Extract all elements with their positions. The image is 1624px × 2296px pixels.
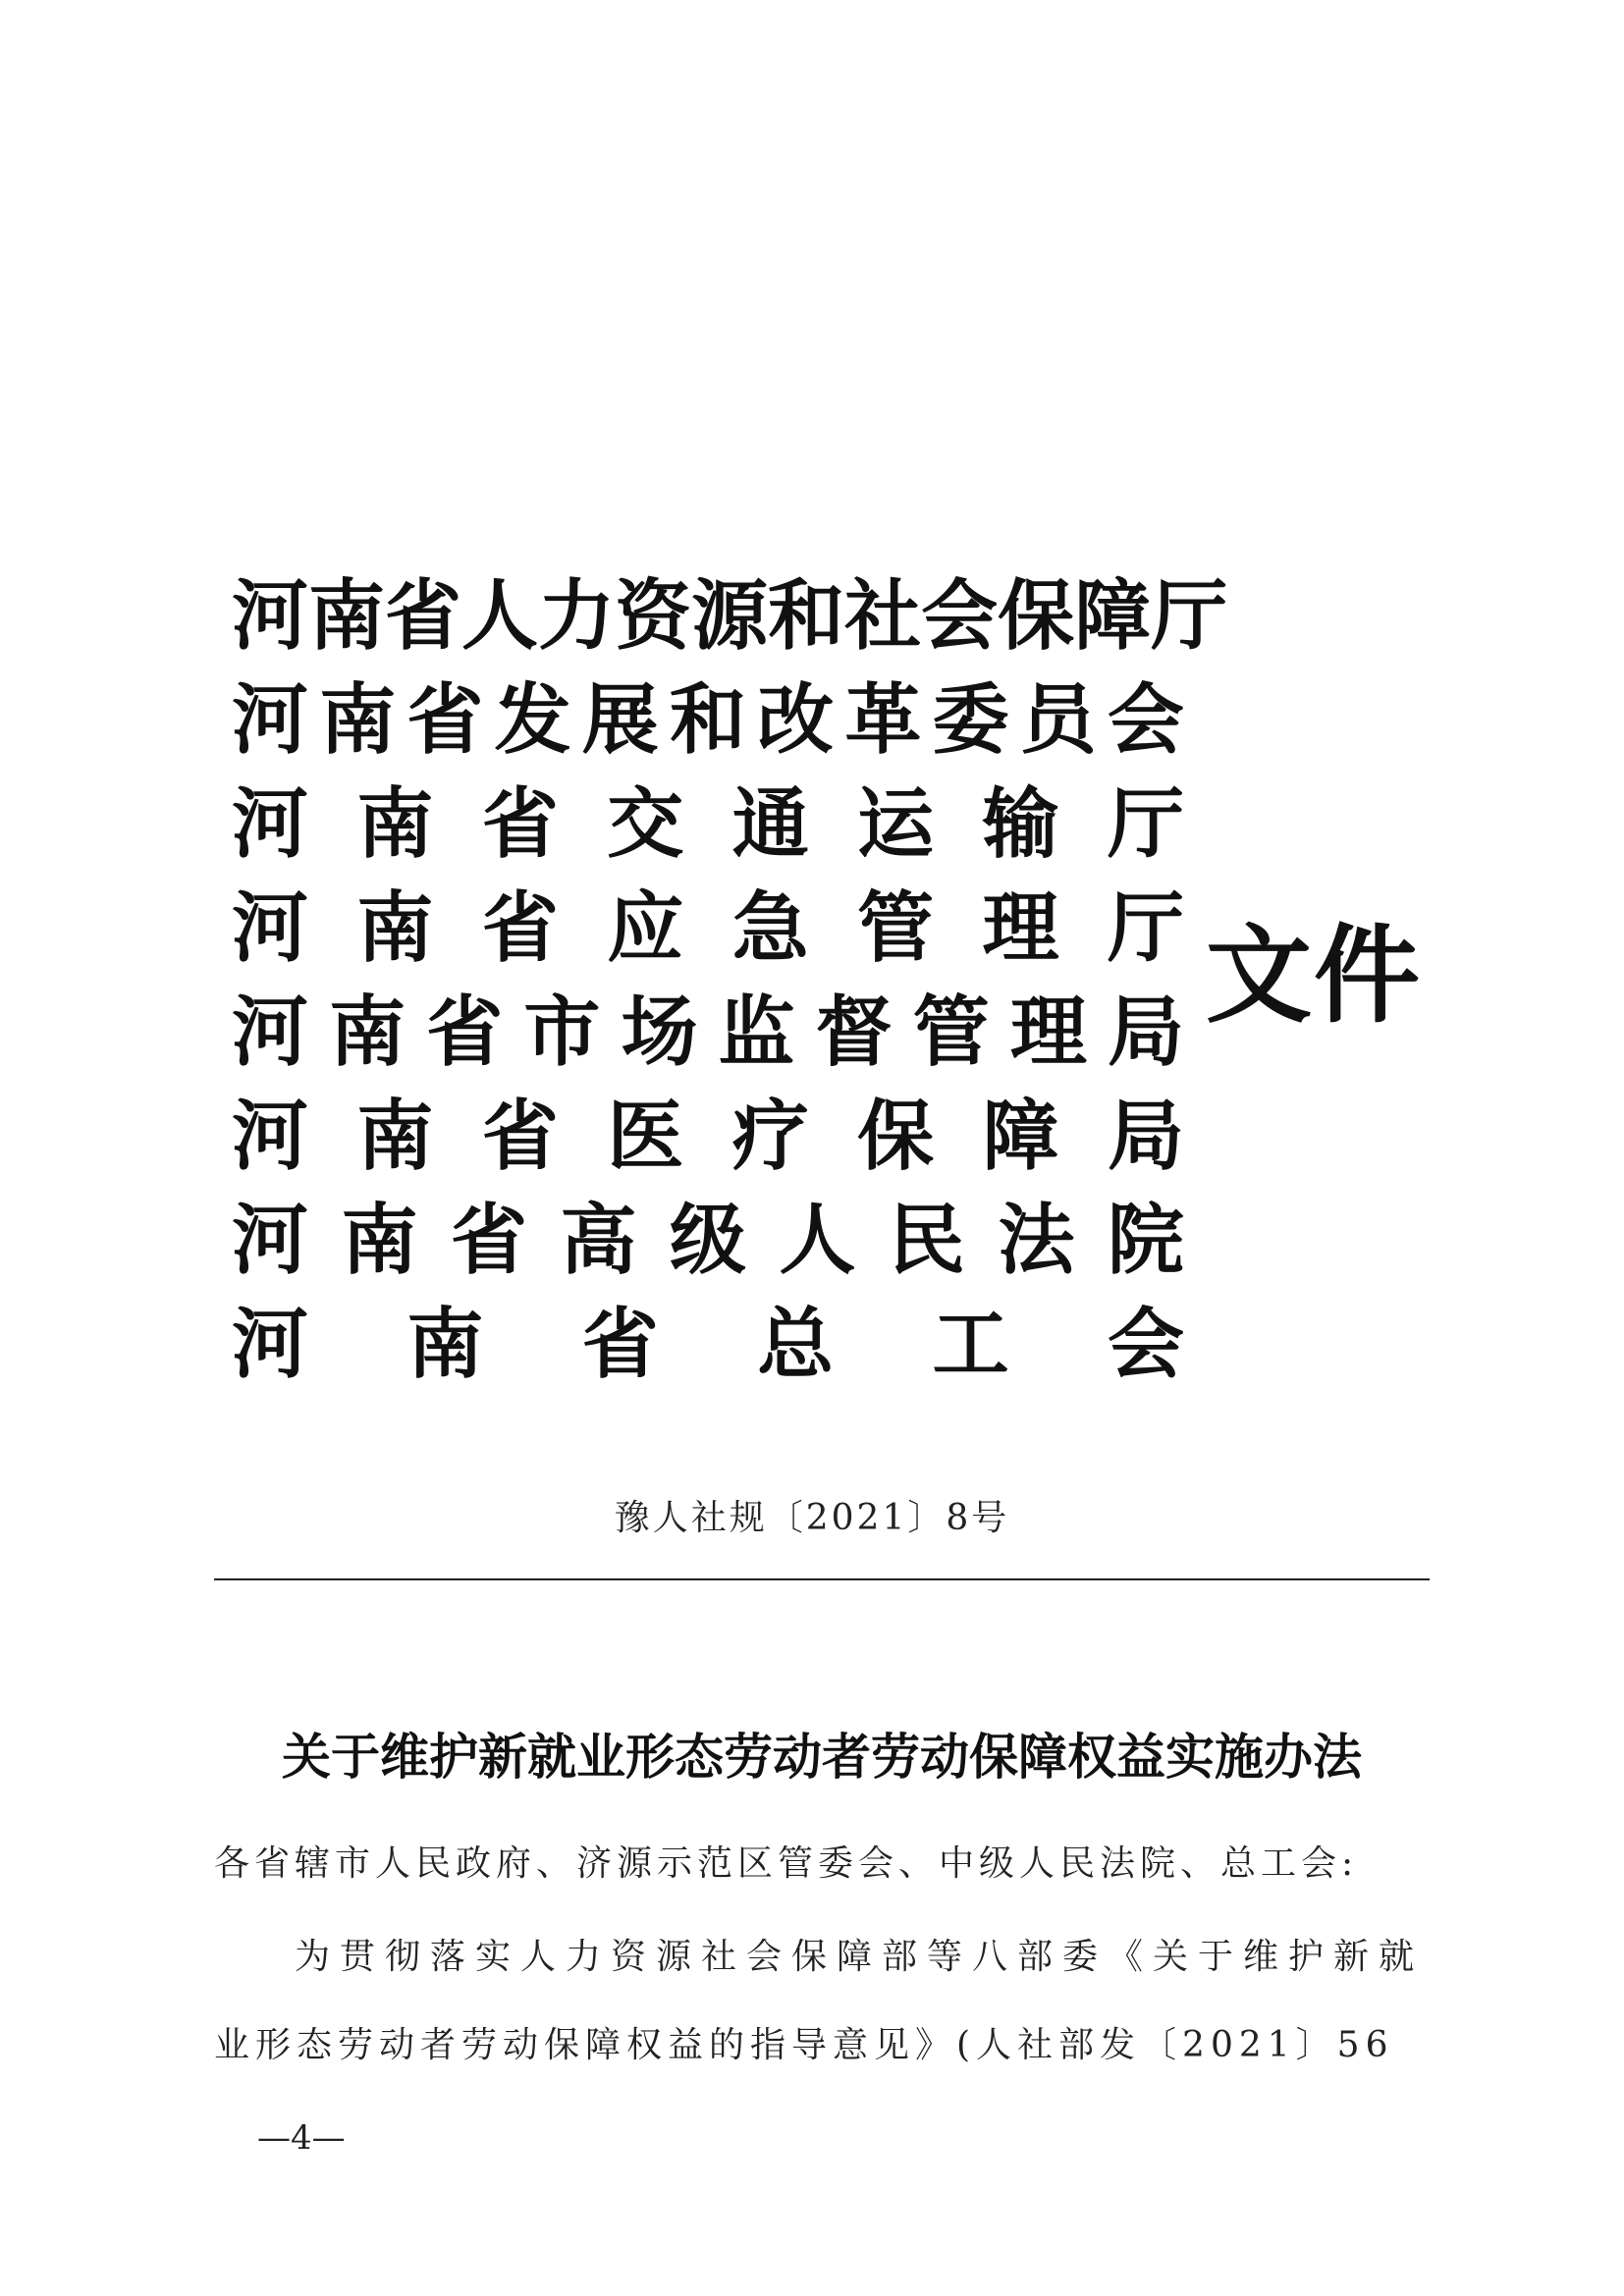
- agency-name-char: 人: [461, 571, 539, 661]
- agency-name-char: 民: [888, 1196, 965, 1285]
- agency-name-char: 会: [1107, 1300, 1184, 1389]
- header-divider: [214, 1578, 1430, 1580]
- agency-name-char: 和: [768, 571, 845, 661]
- agency-name-char: 监: [718, 988, 795, 1077]
- agency-name: [232, 668, 1184, 773]
- agency-name-char: 省: [481, 779, 559, 869]
- agency-name-char: 厅: [1107, 779, 1184, 869]
- agency-name-char: 省: [406, 675, 484, 765]
- agency-name-char: 河: [232, 883, 309, 973]
- agency-name-char: 医: [607, 1092, 684, 1181]
- agency-name-char: 理: [1009, 988, 1087, 1077]
- document-type-label: 文件: [1206, 914, 1423, 1038]
- agency-name-char: 河: [232, 1196, 309, 1285]
- page-number: —4—: [257, 2118, 346, 2158]
- agency-name-char: 发: [494, 675, 571, 765]
- agency-name-char: 河: [232, 988, 309, 1077]
- agency-name: [232, 1189, 1184, 1293]
- agency-name-char: 革: [844, 675, 922, 765]
- agency-name-char: 南: [356, 1092, 434, 1181]
- agency-name-char: 市: [523, 988, 601, 1077]
- agency-name-char: 输: [982, 779, 1059, 869]
- agency-name-char: 改: [757, 675, 835, 765]
- agency-name-char: 督: [815, 988, 893, 1077]
- agency-name: [232, 773, 1184, 877]
- agency-name-char: 员: [1019, 675, 1097, 765]
- agency-name-char: 南: [319, 675, 397, 765]
- agency-name-char: 会: [1107, 675, 1184, 765]
- agency-name-char: 源: [691, 571, 769, 661]
- agency-name: [232, 981, 1184, 1085]
- agency-name-char: 河: [232, 1300, 309, 1389]
- agency-name-char: 级: [669, 1196, 746, 1285]
- agency-name-char: 场: [621, 988, 698, 1077]
- agency-name-char: 急: [731, 883, 809, 973]
- agency-name-char: 和: [669, 675, 746, 765]
- agency-name-char: 障: [982, 1092, 1059, 1181]
- body-line: 业形态劳动者劳动保障权益的指导意见》(人社部发〔2021〕56: [214, 2025, 1394, 2065]
- agency-name-char: 委: [932, 675, 1009, 765]
- agency-name-char: 运: [857, 779, 935, 869]
- agency-name-char: 工: [932, 1300, 1009, 1389]
- salutation: 各省辖市人民政府、济源示范区管委会、中级人民法院、总工会:: [214, 1843, 1359, 1884]
- agency-name-char: 资: [615, 571, 692, 661]
- agency-name-char: 省: [450, 1196, 527, 1285]
- agency-name-char: 交: [607, 779, 684, 869]
- agency-name-char: 障: [1074, 571, 1152, 661]
- agency-name-char: 会: [921, 571, 999, 661]
- agency-name-char: 厅: [1107, 883, 1184, 973]
- agency-name-char: 南: [356, 779, 434, 869]
- agency-name-char: 社: [844, 571, 922, 661]
- agency-name-char: 管: [857, 883, 935, 973]
- agency-name: [232, 877, 1184, 981]
- agency-name-char: 保: [857, 1092, 935, 1181]
- agency-name-char: 应: [607, 883, 684, 973]
- agency-name-char: 河: [232, 1092, 309, 1181]
- agency-name-char: 河: [232, 779, 309, 869]
- agency-name-char: 理: [982, 883, 1059, 973]
- agency-name-char: 管: [912, 988, 990, 1077]
- agency-name-char: 保: [998, 571, 1075, 661]
- agency-name-char: 省: [581, 1300, 659, 1389]
- body-line: 为贯彻落实人力资源社会保障部等八部委《关于维护新就: [295, 1937, 1425, 1977]
- agency-name-char: 南: [329, 988, 406, 1077]
- agency-name-char: 人: [779, 1196, 856, 1285]
- issuing-agencies: [232, 564, 1228, 1397]
- agency-name-char: 局: [1107, 1092, 1184, 1181]
- agency-name-char: 院: [1107, 1196, 1184, 1285]
- agency-name-char: 南: [406, 1300, 484, 1389]
- agency-name-char: 南: [356, 883, 434, 973]
- agency-name-char: 省: [385, 571, 462, 661]
- agency-name-char: 高: [560, 1196, 637, 1285]
- agency-name-char: 南: [341, 1196, 418, 1285]
- agency-name: [232, 564, 1228, 668]
- agency-name-char: 展: [581, 675, 659, 765]
- agency-name: [232, 1293, 1184, 1397]
- agency-name-char: 总: [757, 1300, 835, 1389]
- document-title: 关于维护新就业形态劳动者劳动保障权益实施办法: [282, 1728, 1362, 1786]
- agency-name-char: 省: [426, 988, 504, 1077]
- agency-name-char: 力: [538, 571, 616, 661]
- agency-name-char: 厅: [1151, 571, 1228, 661]
- agency-name: [232, 1085, 1184, 1189]
- agency-name-char: 法: [998, 1196, 1075, 1285]
- agency-name-char: 河: [232, 571, 309, 661]
- agency-name-char: 河: [232, 675, 309, 765]
- agency-name-char: 局: [1107, 988, 1184, 1077]
- agency-name-char: 省: [481, 883, 559, 973]
- agency-name-char: 疗: [731, 1092, 809, 1181]
- agency-name-char: 省: [481, 1092, 559, 1181]
- document-number: 豫人社规〔2021〕8号: [614, 1498, 1010, 1538]
- agency-name-char: 南: [308, 571, 386, 661]
- agency-name-char: 通: [731, 779, 809, 869]
